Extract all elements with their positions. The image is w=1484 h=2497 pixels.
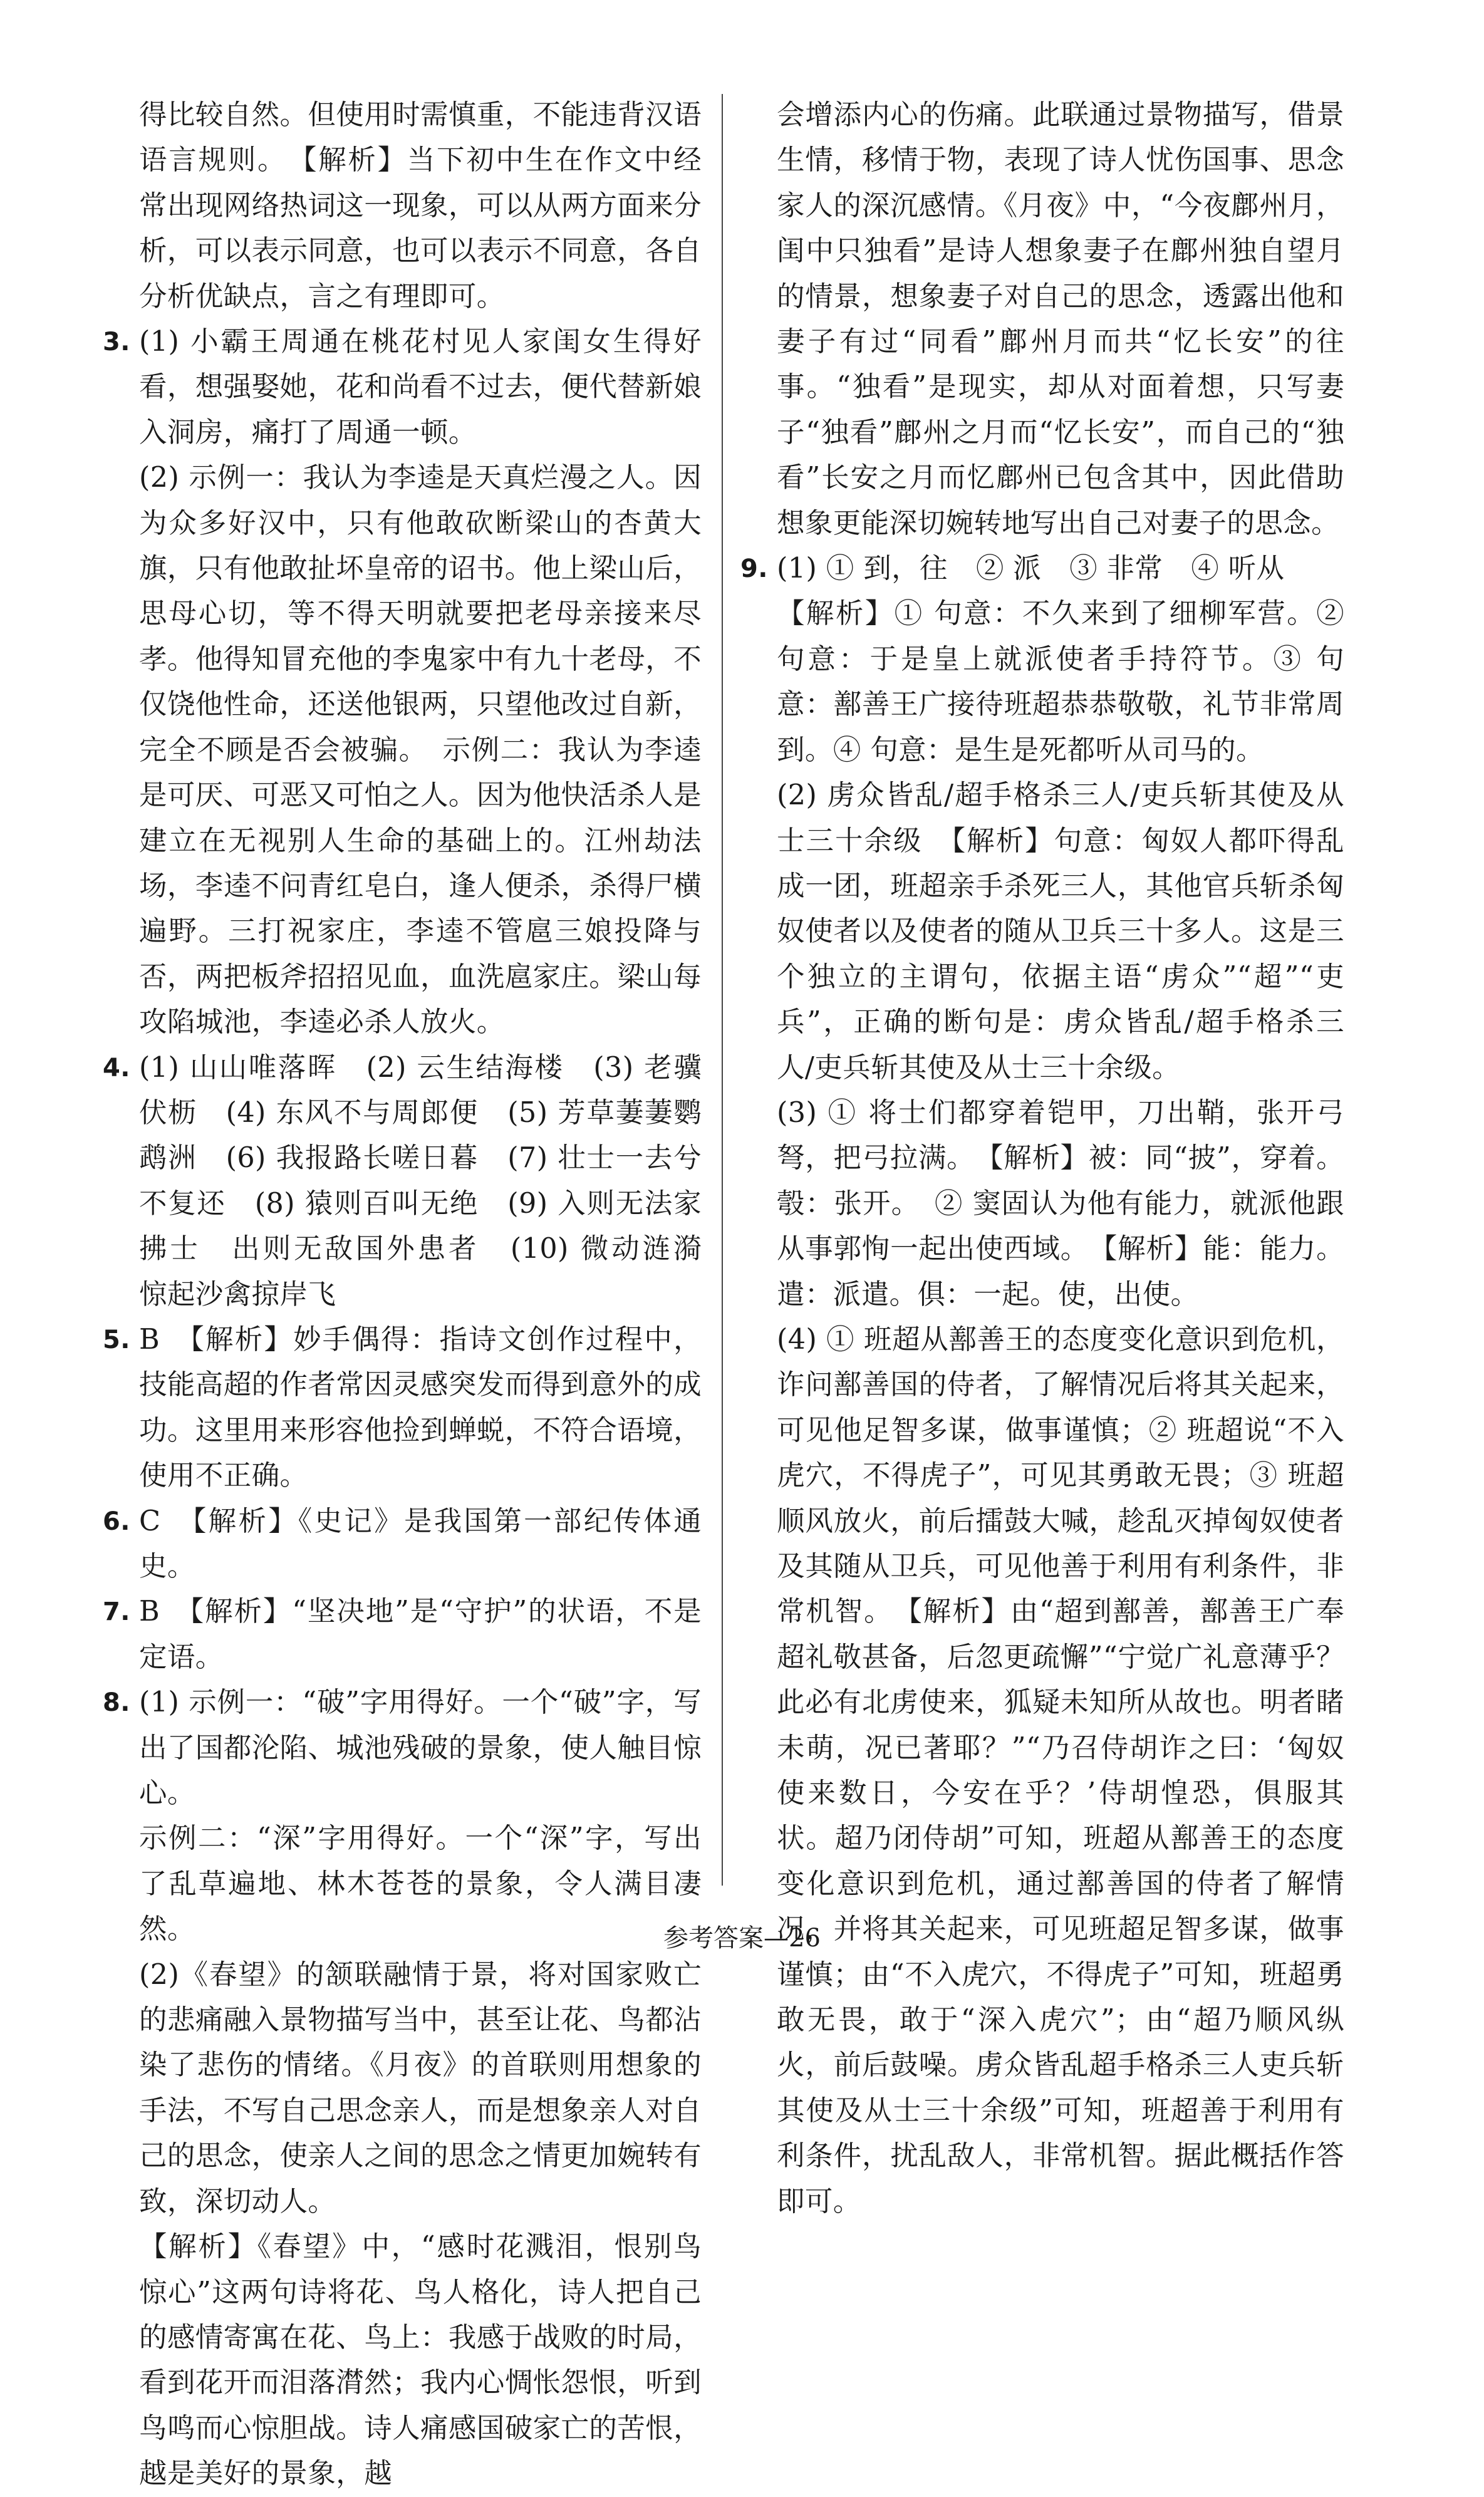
question-number: 3. (103, 328, 130, 357)
answer-paragraph (103, 1046, 730, 1317)
column-divider (722, 94, 723, 1886)
answer-paragraph (777, 1317, 1344, 2224)
answer-text: 示例二：“深”字用得好。一个“深”字，写出了乱草遍地、林木苍苍的景象，令人满目凄然。 (139, 1822, 702, 1946)
answer-paragraph (139, 2224, 702, 2496)
question-number: 8. (103, 1688, 130, 1718)
answer-text: (1) 示例一：“破”字用得好。一个“破”字，写出了国都沦陷、城池残破的景象，使人触目惊心。 (139, 1686, 702, 1810)
answer-paragraph (777, 1091, 1344, 1317)
answer-text: C 【解析】《史记》是我国第一部纪传体通史。 (139, 1505, 702, 1582)
answer-text: 会增添内心的伤痛。此联通过景物描写，借景生情，移情于物，表现了诗人忧伤国事、思念家人的深沉感情。《月夜》中，“今夜鄜州月，闺中只独看”是诗人想象妻子在鄜州独自望月的情景，想象妻子对自己的思念，透露出他和妻子有过“同看”鄜州月而共“忆长安”的往事。“独看”是现实，却从对面着想，只写妻子“独看”鄜州之月而“忆长安”，而自己的“独看”长安之月而忆鄜州已包含其中，因此借助想象更能深切婉转地写出自己对妻子的思念。 (777, 99, 1344, 539)
answer-text: (2)《春望》的颔联融情于景，将对国家败亡的悲痛融入景物描写当中，甚至让花、鸟都沾染了悲伤的情绪。《月夜》的首联则用想象的手法，不写自己思念亲人，而是想象亲人对自己的思念，使亲人之间的思念之情更加婉转有致，深切动人。 (139, 1958, 702, 2218)
answer-text: 【解析】《春望》中，“感时花溅泪，恨别鸟惊心”这两句诗将花、鸟人格化，诗人把自己的感情寄寓在花、鸟上：我感于战败的时局，看到花开而泪落潸然；我内心惆怅怨恨，听到鸟鸣而心惊胆战。诗人痛感国破家亡的苦恨，越是美好的景象，越 (139, 2231, 702, 2490)
answer-paragraph (103, 1317, 702, 1499)
answer-text: (2) 示例一：我认为李逵是天真烂漫之人。因为众多好汉中，只有他敢砍断梁山的杏黄大旗，只有他敢扯坏皇帝的诏书。他上梁山后，思母心切，等不得天明就要把老母亲接来尽孝。他得知冒充他的李鬼家中有九十老母，不仅饶他性命，还送他银两，只望他改过自新，完全不顾是否会被骗。 示例二：我认为李逵是可厌、可恶又可怕之人。因为他快活杀人是建立在无视别人生命的基础上的。江州劫法场，李逵不问青红皂白，逢人便杀，杀得尸横遍野。三打祝家庄，李逵不管扈三娘投降与否，两把板斧招招见血，血洗扈家庄。梁山每攻陷城池，李逵必杀人放火。 (139, 462, 702, 1039)
answer-paragraph (103, 1499, 702, 1590)
question-number: 6. (103, 1507, 130, 1536)
answer-text: (4) ① 班超从鄯善王的态度变化意识到危机，诈问鄯善国的侍者，了解情况后将其关起来，可见他足智多谋，做事谨慎；② 班超说“不入虎穴，不得虎子”，可见其勇敢无畏；③ 班超顺风放火，前后擂鼓大喊，趁乱灭掉匈奴使者及其随从卫兵，可见他善于利用有利条件，非常机智。 【解析】由“超到鄯善，鄯善王广奉超礼敬甚备，后忽更疏懈”“宁觉广礼意薄乎？此必有北虏使来，狐疑未知所从故也。明者睹未萌，况已著耶？”“乃召侍胡诈之曰：‘匈奴使来数日，今安在乎？’侍胡惶恐，俱服其状。超乃闭侍胡”可知，班超从鄯善王的态度变化意识到危机，通过鄯善国的侍者了解情况，并将其关起来，可见班超足智多谋，做事谨慎；由“不入虎穴，不得虎子”可知，班超勇敢无畏，敢于“深入虎穴”；由“超乃顺风纵火，前后鼓噪。虏众皆乱超手格杀三人吏兵斩其使及从士三十余级”可知，班超善于利用有利条件，扰乱敌人，非常机智。据此概括作答即可。 (777, 1323, 1345, 2218)
answer-paragraph (777, 93, 1344, 546)
answer-text: (2) 虏众皆乱/超手格杀三人/吏兵斩其使及从士三十余级 【解析】句意：匈奴人都吓得乱成一团，班超亲手杀死三人，其他官兵斩杀匈奴使者以及使者的随从卫兵三十多人。这是三个独立的主谓句，依据主语“虏众”“超”“吏兵”，正确的断句是：虏众皆乱/超手格杀三人/吏兵斩其使及从士三十余级。 (777, 779, 1344, 1084)
answer-text: 【解析】① 句意：不久来到了细柳军营。② 句意：于是皇上就派使者手持符节。③ 句意：鄯善王广接待班超恭恭敬敬，礼节非常周到。④ 句意：是生是死都听从司马的。 (777, 598, 1344, 766)
answer-paragraph (139, 93, 702, 319)
answer-paragraph (139, 455, 702, 1045)
answer-paragraph (139, 1953, 702, 2224)
page-footer: 参考答案—26 (663, 1924, 821, 1953)
answer-paragraph (777, 773, 1344, 1091)
answer-text: (1) 山山唯落晖 (2) 云生结海楼 (3) 老骥伏枥 (4) 东风不与周郎便 (5) 芳草萋萋鹦鹉洲 (6) 我报路长嗟日暮 (7) 壮士一去兮不复还 (8) 猿则百叫无绝 (9) 入则无法家拂士 出则无敌国外患者 (10) 微动涟漪 惊起沙禽掠岸飞 (139, 1051, 730, 1311)
answer-text: (1) ① 到，往 ② 派 ③ 非常 ④ 听从 (777, 553, 1285, 585)
answer-text: B 【解析】“坚决地”是“守护”的状语，不是定语。 (139, 1596, 702, 1673)
question-number: 9. (740, 554, 768, 584)
answer-paragraph (103, 1589, 702, 1680)
answer-paragraph (103, 319, 702, 455)
answer-paragraph (103, 1680, 702, 1816)
answer-text: B 【解析】妙手偶得：指诗文创作过程中，技能高超的作者常因灵感突发而得到意外的成功。这里用来形容他捡到蝉蜕，不符合语境，使用不正确。 (139, 1323, 702, 1492)
answer-text: 得比较自然。但使用时需慎重，不能违背汉语语言规则。 【解析】当下初中生在作文中经常出现网络热词这一现象，可以从两方面来分析，可以表示同意，也可以表示不同意，各自分析优缺点，言之有理即可。 (139, 99, 702, 313)
answer-paragraph (740, 546, 1344, 591)
question-number: 5. (103, 1325, 130, 1354)
answer-paragraph (777, 591, 1344, 773)
answer-text: (3) ① 将士们都穿着铠甲，刀出鞘，张开弓弩，把弓拉满。 【解析】被：同“披”，穿着。彀：张开。 ② 窦固认为他有能力，就派他跟从事郭恂一起出使西域。 【解析】能：能力。遣：派遣。俱：一起。使，出使。 (777, 1096, 1344, 1311)
question-number: 4. (103, 1053, 130, 1082)
answer-text: (1) 小霸王周通在桃花村见人家闺女生得好看，想强娶她，花和尚看不过去，便代替新娘入洞房，痛打了周通一顿。 (139, 326, 702, 449)
left-column (103, 93, 730, 2497)
question-number: 7. (103, 1597, 130, 1627)
